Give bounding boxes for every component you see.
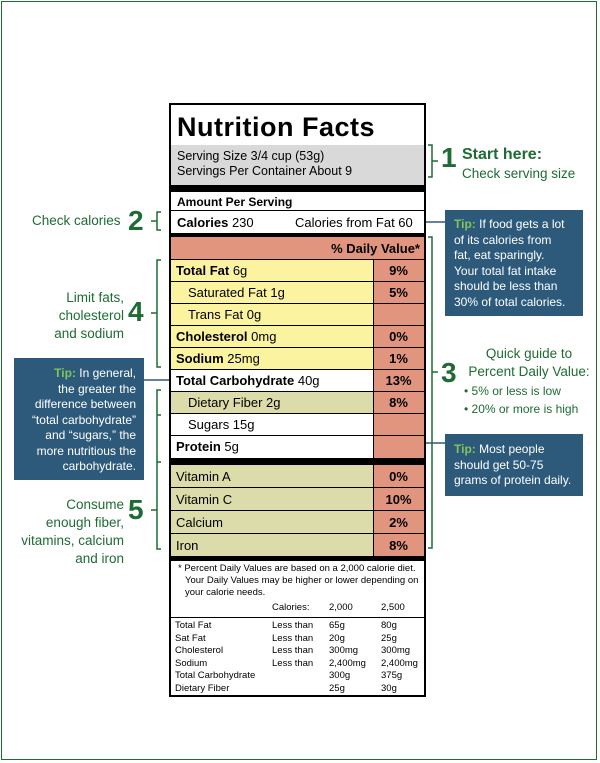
nutrient-dv: 9% — [389, 263, 408, 278]
vitamin-dv: 8% — [389, 538, 408, 553]
step2-text: Check calories — [32, 213, 121, 228]
amount-per-serving: Amount Per Serving — [177, 195, 293, 209]
table-row: Cholesterol Less than 300mg 300mg — [175, 645, 411, 656]
step4-text: Limit fats, cholesterol and sodium — [54, 290, 124, 341]
step-number-4: 4 — [128, 296, 144, 327]
nutrient-amount: 25mg — [227, 351, 260, 366]
nutrient-name: Total Carbohydrate — [176, 373, 295, 388]
calories-value: 230 — [231, 215, 254, 230]
label-title: Nutrition Facts — [177, 112, 376, 142]
table-row: Dietary Fiber 25g 30g — [175, 682, 397, 694]
table-header-2000: 2,000 — [329, 602, 353, 613]
tip-protein: Tip: Most people should get 50-75 grams of protein daily. — [445, 434, 583, 496]
step3-text: Quick guide to Percent Daily Value: — [468, 346, 590, 379]
vitamin-row — [171, 488, 424, 511]
step1-title: Start here: — [462, 146, 543, 163]
vitamin-name: Calcium — [176, 515, 223, 530]
vitamin-row — [171, 534, 424, 557]
nutrient-name: Sodium — [176, 351, 224, 366]
nutrient-row — [171, 414, 424, 436]
calories-row — [177, 215, 254, 230]
daily-value-header: % Daily Value* — [331, 241, 420, 256]
nutrient-name: Saturated Fat 1g — [188, 285, 285, 300]
nutrient-amount: 5g — [224, 439, 239, 454]
divider — [171, 210, 424, 211]
step-number-3: 3 — [441, 357, 457, 388]
nutrient-name: Sugars 15g — [188, 417, 255, 432]
step1-text: Check serving size — [462, 166, 576, 181]
nutrient-row — [171, 392, 424, 414]
nutrient-name: Total Fat — [176, 263, 230, 278]
nutrient-row — [171, 370, 424, 392]
nutrition-label — [169, 103, 426, 697]
nutrient-amount: 0mg — [251, 329, 277, 344]
vitamin-name: Vitamin C — [176, 492, 233, 507]
vitamin-dv: 10% — [385, 492, 412, 507]
nutrient-dv: 13% — [385, 373, 412, 388]
dv-table — [175, 620, 423, 695]
tip-fat: Tip: If food gets a lot of its calories from fat, eat sparingly. Your total fat intake should be less than 30% of total calories. — [445, 210, 583, 316]
vitamin-row — [171, 511, 424, 534]
nutrient-name: Cholesterol — [176, 329, 248, 344]
vitamin-name: Vitamin A — [176, 469, 231, 484]
step-number-5: 5 — [128, 494, 144, 525]
step-number-2: 2 — [128, 205, 144, 236]
calories-from-fat: Calories from Fat 60 — [295, 215, 413, 230]
nutrient-amount: 6g — [232, 263, 248, 278]
nutrient-dv: 1% — [389, 351, 408, 366]
table-row: Sodium Less than 2,400mg 2,400mg — [175, 657, 418, 669]
nutrient-name: Dietary Fiber 2g — [188, 395, 281, 410]
thick-divider — [171, 458, 424, 465]
nutrient-row — [171, 436, 424, 458]
medium-divider — [171, 557, 424, 561]
vitamin-dv: 0% — [389, 469, 408, 484]
nutrient-row — [171, 304, 424, 326]
nutrient-row — [171, 326, 424, 348]
footnote: * Percent Daily Values are based on a 2,000 calorie diet. Your Daily Values may be higher or lower depending on your calorie needs. — [178, 563, 419, 598]
step5-text: Consume enough fiber, vitamins, calcium and iron — [21, 497, 124, 566]
nutrient-row — [171, 348, 424, 370]
nutrient-amount: 40g — [297, 373, 320, 388]
vitamin-name: Iron — [176, 538, 199, 553]
nutrient-dv: 8% — [389, 395, 408, 410]
nutrient-dv: 5% — [389, 285, 408, 300]
nutrient-row — [171, 282, 424, 304]
table-row: Total Fat Less than 65g 80g — [175, 620, 397, 631]
divider — [171, 617, 424, 618]
table-row: Sat Fat Less than 20g 25g — [175, 632, 397, 644]
tip-carbohydrate: Tip: In general, the greater the difference between “total carbohydrate” and “sugars,” the more nutritious the carbohydrate. — [14, 358, 144, 480]
thick-divider — [171, 185, 424, 192]
vitamin-row — [171, 465, 424, 488]
step-number-1: 1 — [441, 142, 457, 173]
daily-value-header-row — [171, 237, 424, 260]
step3-bullets: • 5% or less is low • 20% or more is high — [464, 384, 579, 416]
serving-size: Serving Size 3/4 cup (53g) — [177, 149, 325, 163]
calories-label: Calories — [177, 215, 229, 230]
nutrient-name: Protein — [176, 439, 221, 454]
nutrient-dv: 0% — [389, 329, 408, 344]
nutrient-name: Trans Fat 0g — [188, 307, 262, 322]
vitamin-dv: 2% — [389, 515, 408, 530]
table-header-2500: 2,500 — [381, 602, 405, 613]
nutrient-row — [171, 260, 424, 282]
table-header-calories: Calories: — [272, 602, 310, 613]
table-row: Total Carbohydrate 300g 375g — [175, 670, 403, 681]
serving-info — [171, 145, 424, 185]
servings-per-container: Servings Per Container About 9 — [177, 164, 353, 178]
